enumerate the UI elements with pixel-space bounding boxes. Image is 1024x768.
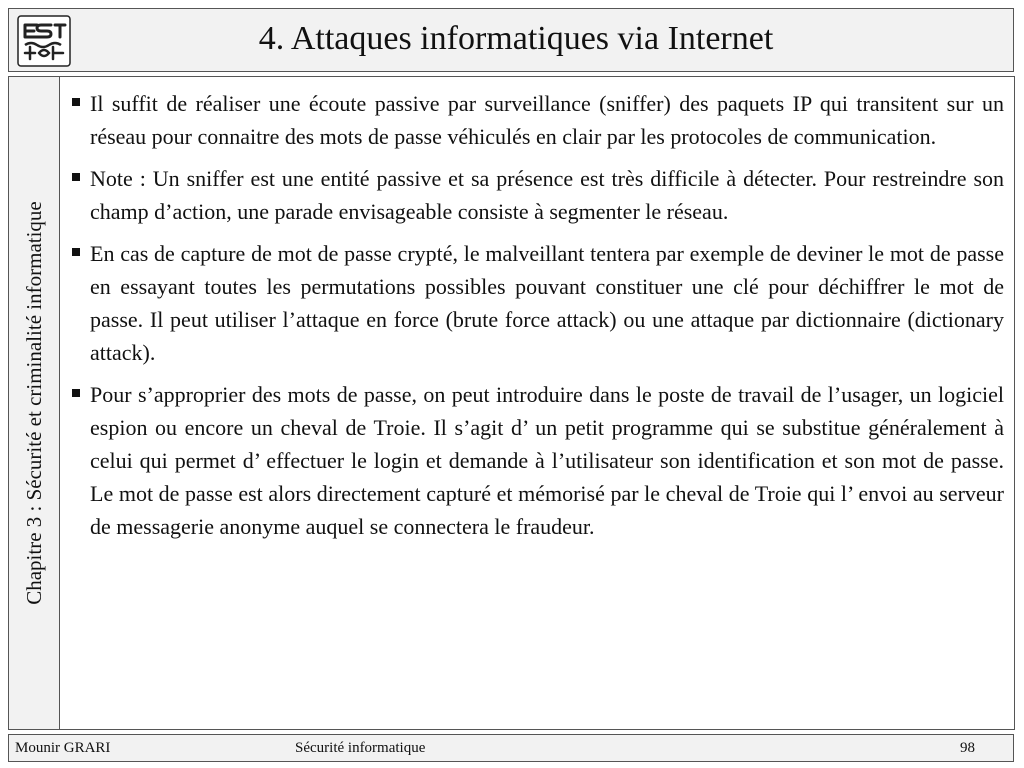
bullet-item [70, 87, 1004, 153]
bullet-item [70, 162, 1004, 228]
page-title: 4. Attaques informatiques via Internet [258, 20, 774, 57]
bullet-text: Note : Un sniffer est une entité passive et sa présence est très difficile à détecter. Pour restreindre son champ d’action, une parade envisageable consiste à segmenter le réseau. [90, 166, 1004, 224]
bullet-item [70, 237, 1004, 369]
bullet-text: Pour s’approprier des mots de passe, on peut introduire dans le poste de travail de l’usager, un logiciel espion ou encore un cheval de Troie. Il s’agit d’ un petit programme qui se substitue généralement à celui qui permet d’ effectuer le login et demande à l’utilisateur son identification et son mot de passe. Le mot de passe est alors directement capturé et mémorisé par le cheval de Troie qui l’ envoi au serveur de messagerie anonyme auquel se connectera le fraudeur. [90, 382, 1004, 539]
footer-subject: Sécurité informatique [295, 740, 426, 756]
page-number: 98 [960, 740, 975, 756]
bullet-text: Il suffit de réaliser une écoute passive par surveillance (sniffer) des paquets IP qui transitent sur un réseau pour connaitre des mots de passe véhiculés en clair par les protocoles de communication. [90, 91, 1004, 149]
bullet-item [70, 378, 1004, 543]
chapter-label: Chapitre 3 : Sécurité et criminalité informatique [22, 201, 46, 605]
square-bullet-icon [72, 248, 80, 256]
chapter-side-band [8, 76, 60, 730]
square-bullet-icon [72, 98, 80, 106]
content-panel [60, 76, 1015, 730]
title-bar [8, 8, 1014, 72]
footer-author: Mounir GRARI [15, 740, 111, 756]
footer-bar [8, 734, 1014, 762]
square-bullet-icon [72, 389, 80, 397]
bullet-text: En cas de capture de mot de passe crypté, le malveillant tentera par exemple de deviner le mot de passe en essayant toutes les permutations possibles pouvant constituer une clé pour déchiffrer le mot de passe. Il peut utiliser l’attaque en force (brute force attack) ou une attaque par dictionnaire (dictionary attack). [90, 241, 1004, 365]
square-bullet-icon [72, 173, 80, 181]
bullet-list [60, 77, 1014, 543]
